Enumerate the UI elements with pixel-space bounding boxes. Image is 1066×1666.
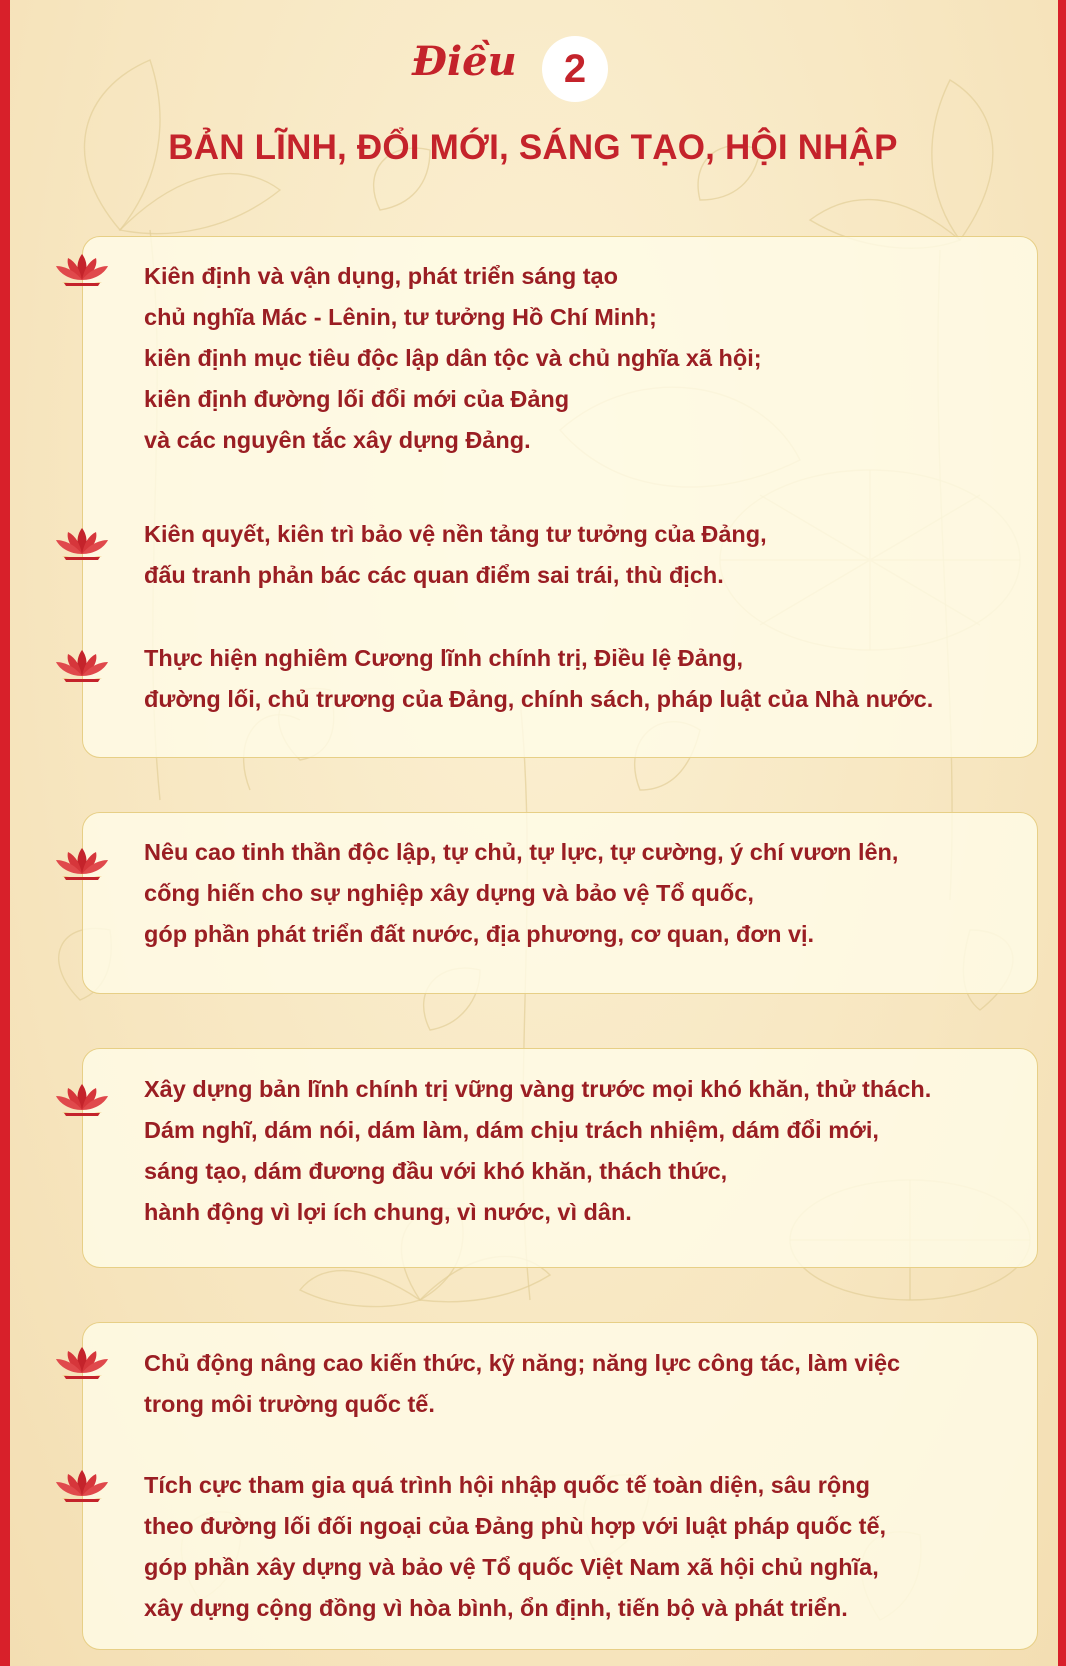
lotus-icon: [54, 1468, 110, 1504]
lotus-icon: [54, 648, 110, 684]
list-item: Kiên định và vận dụng, phát triển sáng tạo chủ nghĩa Mác - Lênin, tư tưởng Hồ Chí Minh; kiên định mục tiêu độc lập dân tộc và chủ nghĩa xã hội; kiên định đường lối đổi mới của Đảng và các nguyên tắc xây dựng Đảng.: [144, 263, 762, 453]
lotus-icon: [54, 1082, 110, 1118]
article-label: Điều: [412, 38, 517, 85]
list-item: Kiên quyết, kiên trì bảo vệ nền tảng tư tưởng của Đảng, đấu tranh phản bác các quan điểm sai trái, thù địch.: [144, 521, 767, 588]
page-title: BẢN LĨNH, ĐỔI MỚI, SÁNG TẠO, HỘI NHẬP: [168, 128, 898, 167]
list-item: Xây dựng bản lĩnh chính trị vững vàng trước mọi khó khăn, thử thách. Dám nghĩ, dám nói, dám làm, dám chịu trách nhiệm, dám đổi mới, sáng tạo, dám đương đầu với khó khăn, thách thức, hành động vì lợi ích chung, vì nước, vì dân.: [144, 1076, 932, 1225]
list-item: Chủ động nâng cao kiến thức, kỹ năng; năng lực công tác, làm việc trong môi trường quốc tế.: [144, 1350, 901, 1417]
lotus-icon: [54, 526, 110, 562]
list-item: Tích cực tham gia quá trình hội nhập quốc tế toàn diện, sâu rộng theo đường lối đối ngoại của Đảng phù hợp với luật pháp quốc tế, góp phần xây dựng và bảo vệ Tổ quốc Việt Nam xã hội chủ nghĩa, xây dựng cộng đồng vì hòa bình, ổn định, tiến bộ và phát triển.: [144, 1472, 887, 1621]
lotus-icon: [54, 1345, 110, 1381]
lotus-icon: [54, 252, 110, 288]
lotus-icon: [54, 846, 110, 882]
list-item: Thực hiện nghiêm Cương lĩnh chính trị, Điều lệ Đảng, đường lối, chủ trương của Đảng, chính sách, pháp luật của Nhà nước.: [144, 645, 934, 712]
article-number-badge: 2: [542, 36, 608, 102]
article-heading: [0, 34, 1066, 100]
list-item: Nêu cao tinh thần độc lập, tự chủ, tự lực, tự cường, ý chí vươn lên, cống hiến cho sự nghiệp xây dựng và bảo vệ Tổ quốc, góp phần phát triển đất nước, địa phương, cơ quan, đơn vị.: [144, 839, 899, 947]
